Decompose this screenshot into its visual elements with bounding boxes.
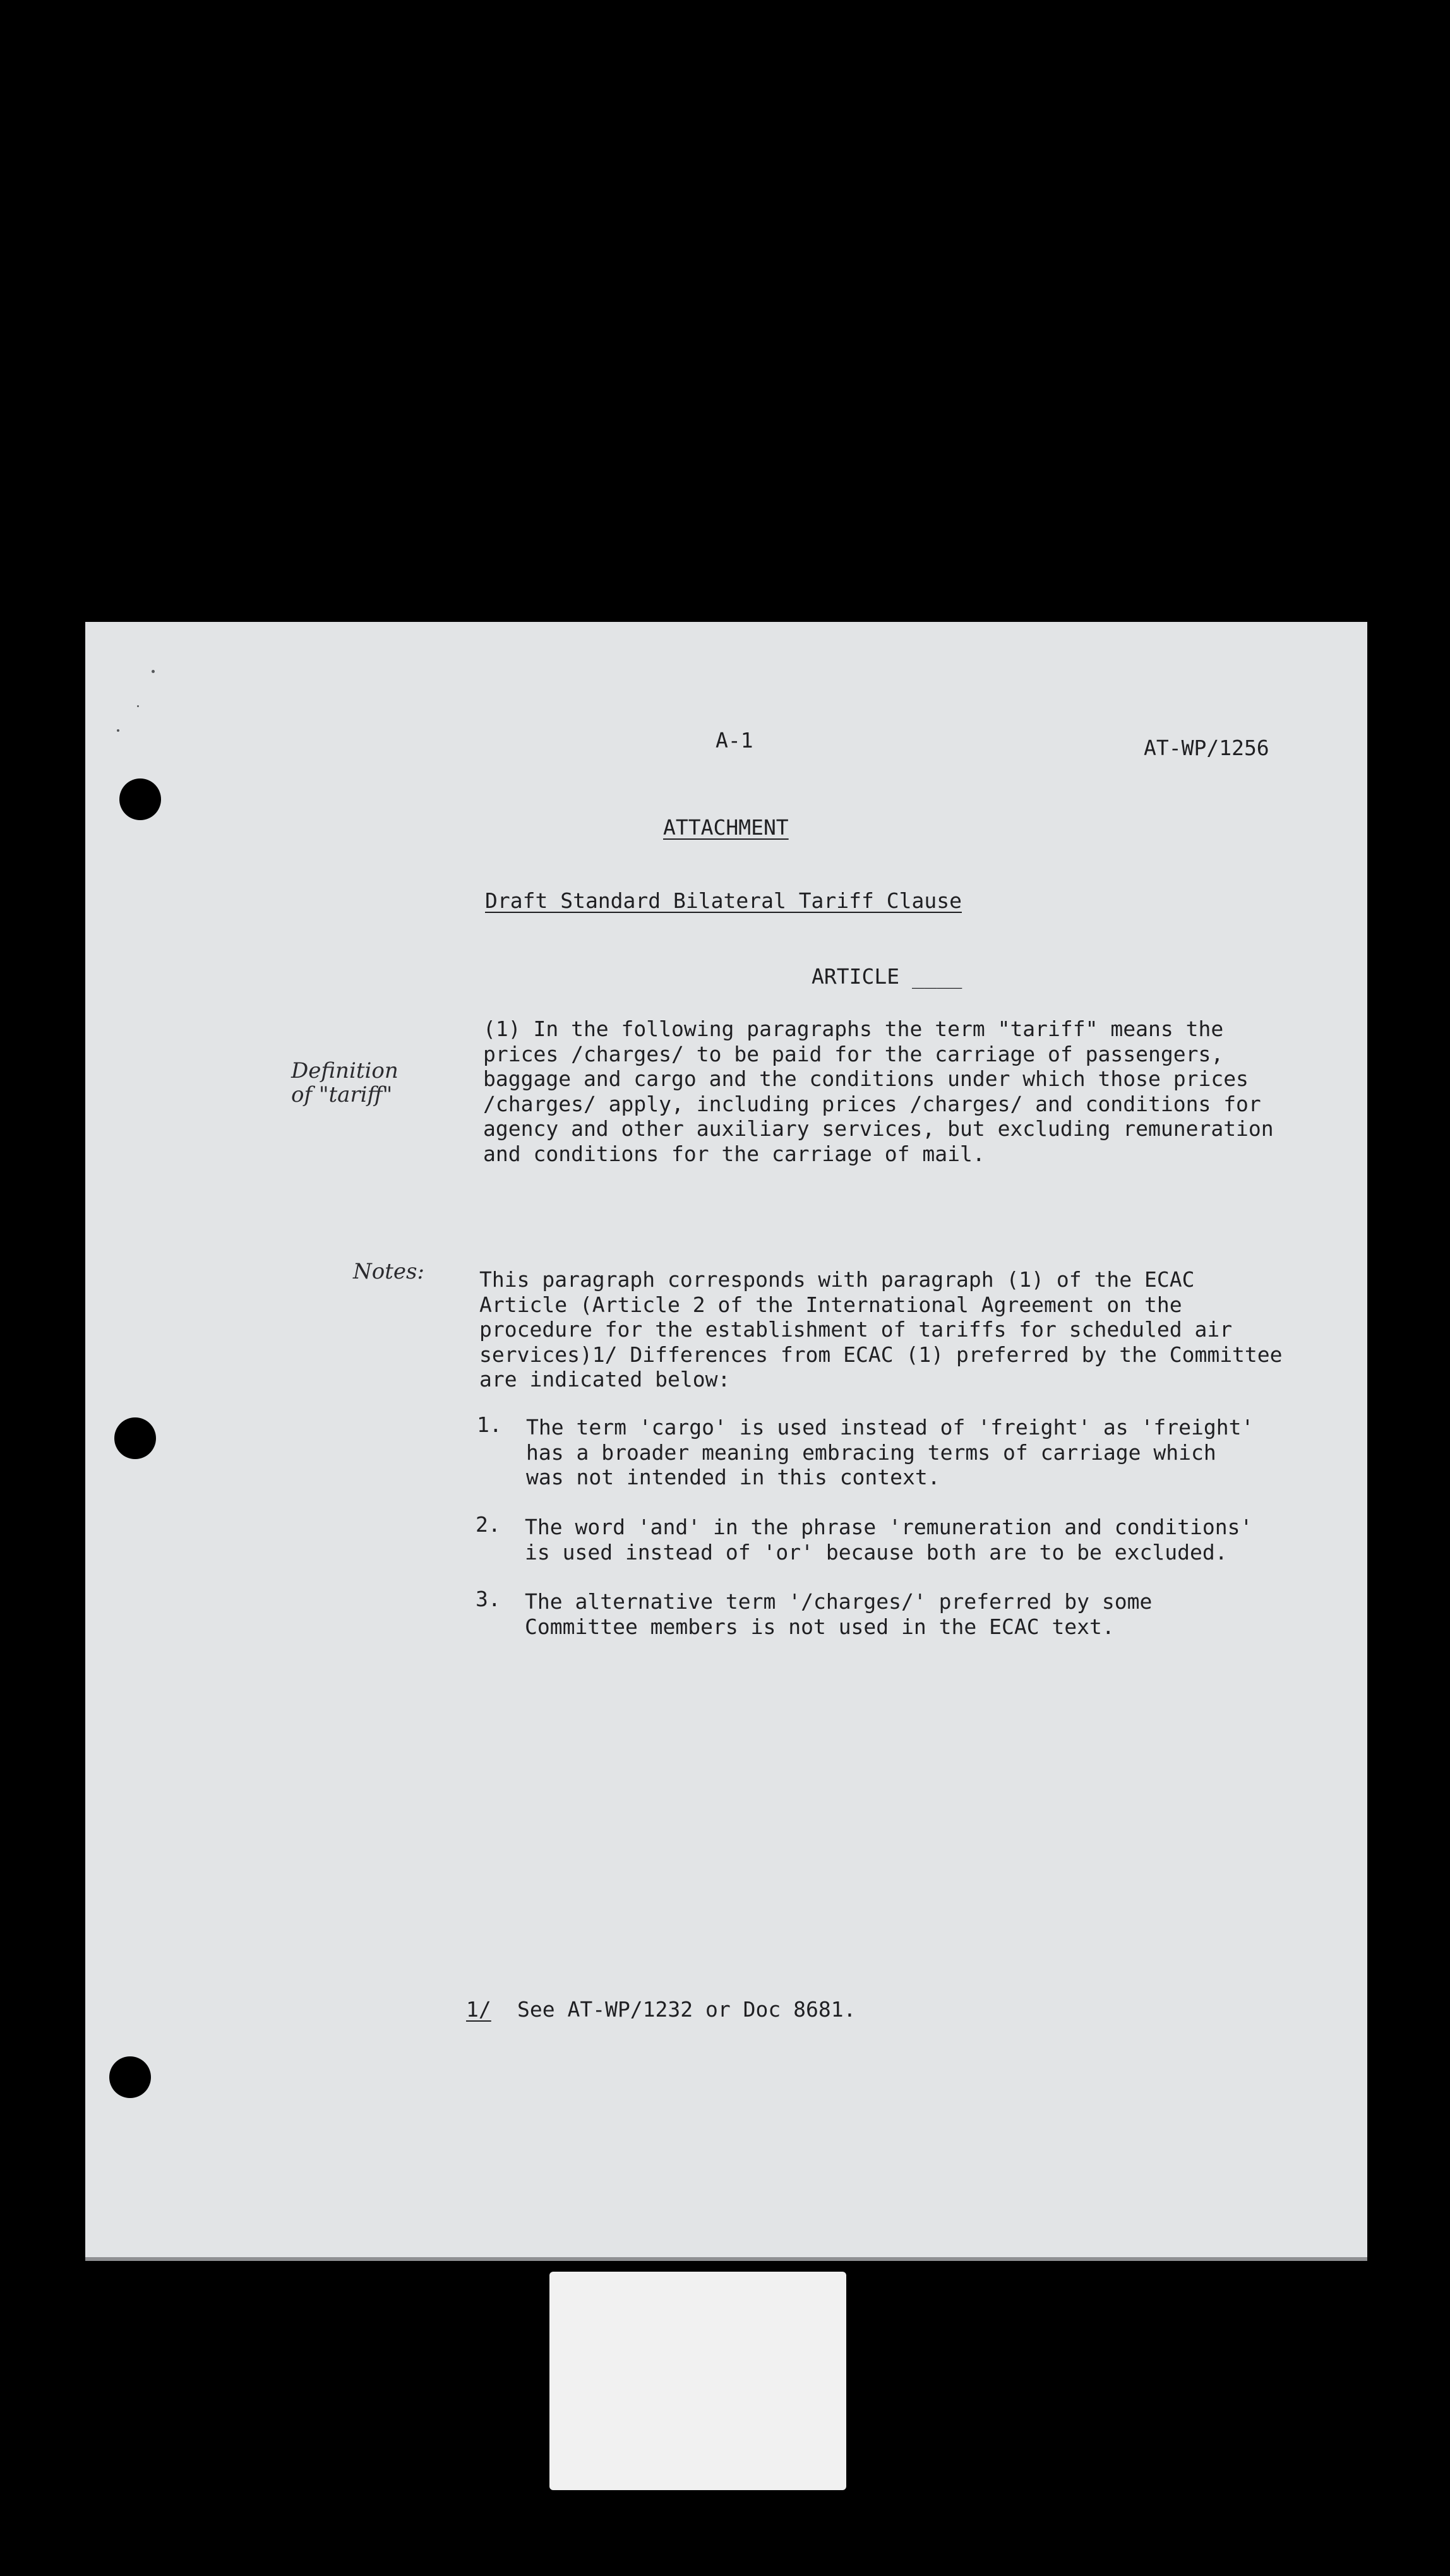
clause-title: Draft Standard Bilateral Tariff Clause xyxy=(485,888,962,913)
definition-margin-label: Definition xyxy=(291,1058,398,1083)
attachment-heading: ATTACHMENT xyxy=(663,815,789,840)
note-item-text xyxy=(525,1515,1252,1565)
note-item-text xyxy=(525,1589,1152,1639)
notes-margin-label: Notes: xyxy=(353,1259,424,1284)
note-item-number: 3. xyxy=(476,1587,501,1611)
paragraph-line: (1) In the following paragraphs the term "tariff" means the xyxy=(483,1017,1224,1041)
paragraph-line: /charges/ apply, including prices /charges/ and conditions for xyxy=(483,1091,1261,1116)
note-item-number: 2. xyxy=(476,1512,501,1537)
notes-intro-paragraph xyxy=(479,1267,1283,1392)
paragraph-line: procedure for the establishment of tariffs for scheduled air xyxy=(479,1317,1233,1342)
footnote-text: See AT-WP/1232 or Doc 8681. xyxy=(517,1997,856,2022)
paragraph-line: baggage and cargo and the conditions under which those prices xyxy=(483,1066,1249,1091)
blank-label-card xyxy=(549,2272,846,2490)
speck xyxy=(117,729,119,732)
punch-hole-bottom xyxy=(109,2056,151,2098)
paragraph-line: The term 'cargo' is used instead of 'freight' as 'freight' xyxy=(526,1415,1254,1440)
definition-margin-label-line2: of "tariff" xyxy=(291,1082,393,1107)
document-reference: AT-WP/1256 xyxy=(1144,736,1269,760)
paragraph-line: are indicated below: xyxy=(479,1367,731,1392)
page-number: A-1 xyxy=(716,728,753,753)
document-page xyxy=(85,622,1367,2257)
paragraph-line: was not intended in this context. xyxy=(526,1465,940,1489)
paragraph-line: prices /charges/ to be paid for the carriage of passengers, xyxy=(483,1041,1224,1066)
paragraph-line: Article (Article 2 of the International Agreement on the xyxy=(479,1292,1182,1317)
punch-hole-top xyxy=(119,778,161,820)
note-item-text xyxy=(526,1415,1254,1490)
article-heading: ARTICLE ____ xyxy=(812,964,962,989)
paragraph-line: and conditions for the carriage of mail. xyxy=(483,1141,985,1166)
punch-hole-middle xyxy=(114,1417,156,1459)
paragraph-line: agency and other auxiliary services, but excluding remuneration xyxy=(483,1116,1274,1141)
definition-paragraph xyxy=(483,1017,1274,1166)
paragraph-line: is used instead of 'or' because both are to be excluded. xyxy=(525,1539,1228,1565)
paragraph-line: This paragraph corresponds with paragraph (1) of the ECAC xyxy=(479,1267,1195,1292)
footnote-marker: 1/ xyxy=(466,1997,491,2022)
paragraph-line: services)1/ Differences from ECAC (1) preferred by the Committee xyxy=(479,1342,1283,1367)
paragraph-line: has a broader meaning embracing terms of carriage which xyxy=(526,1440,1216,1465)
paragraph-line: Committee members is not used in the ECAC text. xyxy=(525,1614,1115,1639)
speck xyxy=(152,670,155,673)
speck xyxy=(137,705,139,707)
note-item-number: 1. xyxy=(477,1412,502,1437)
paragraph-line: The alternative term '/charges/' preferred by some xyxy=(525,1589,1153,1614)
paragraph-line: The word 'and' in the phrase 'remuneration and conditions' xyxy=(525,1515,1253,1539)
